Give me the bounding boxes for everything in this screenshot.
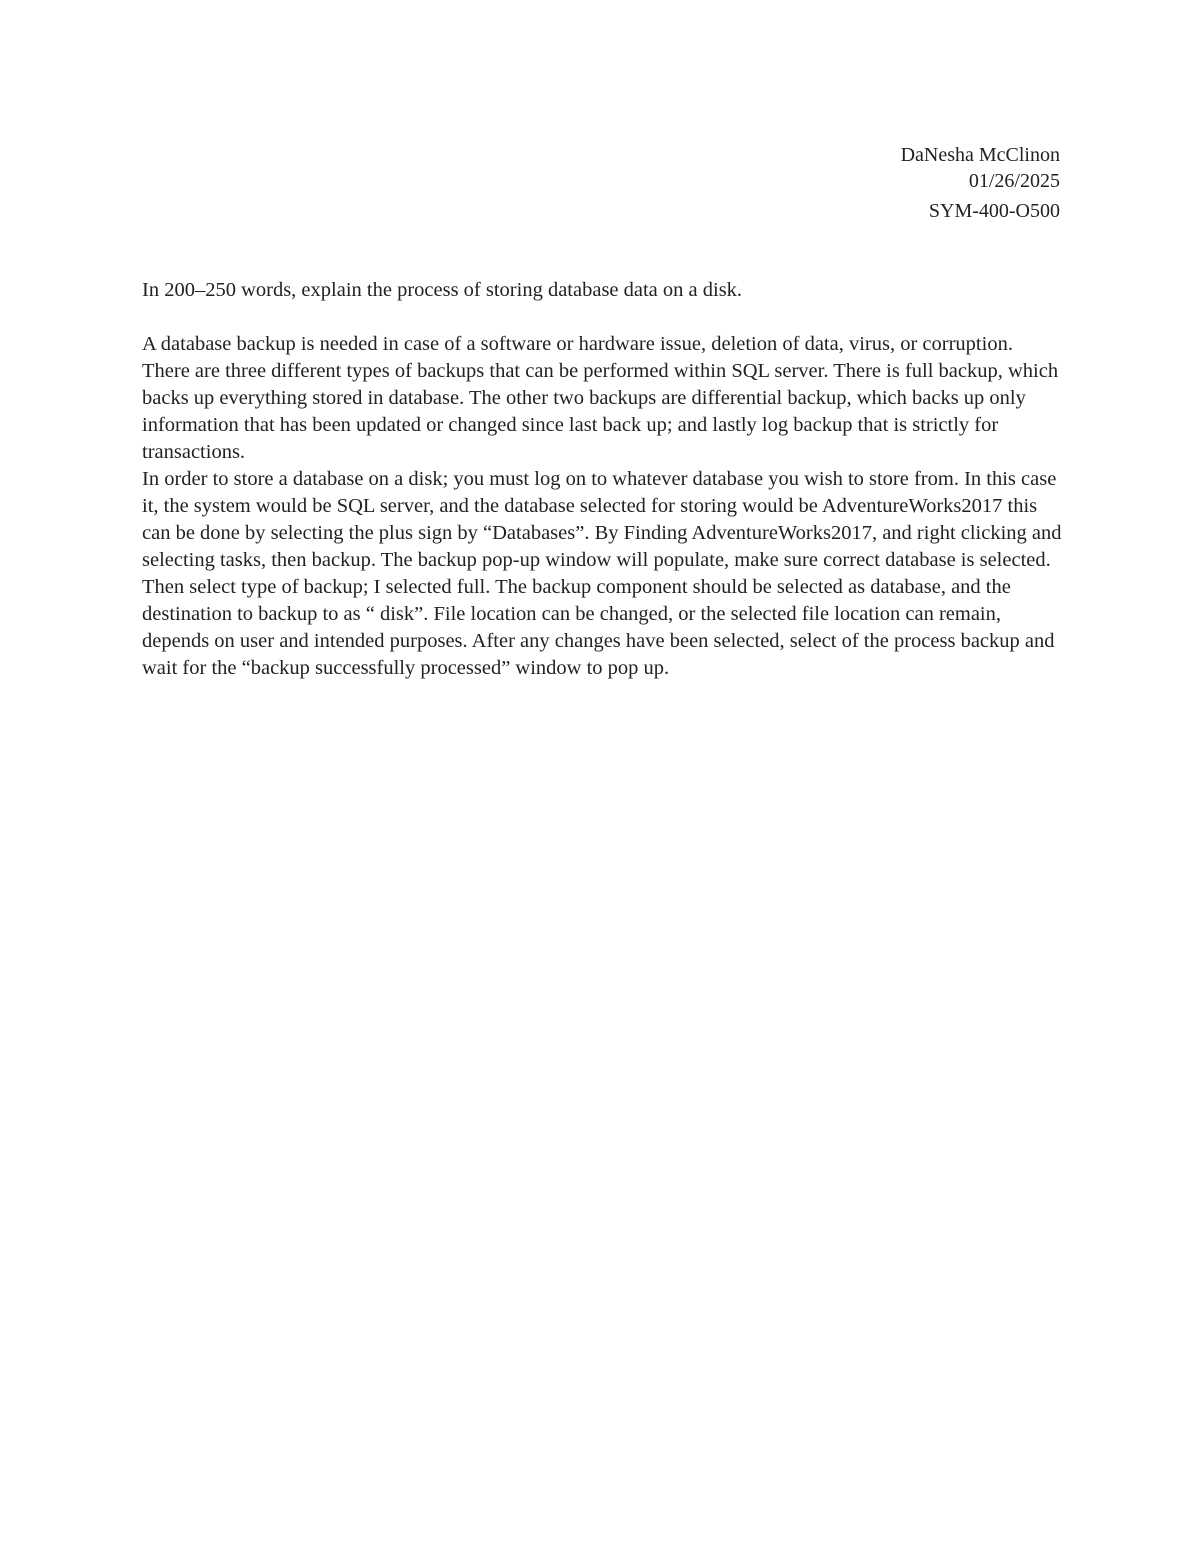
author-name: DaNesha McClinon [900, 144, 1060, 166]
document-date: 01/26/2025 [968, 170, 1060, 192]
assignment-prompt: In 200–250 words, explain the process of storing database data on a disk. [142, 279, 743, 301]
course-code: SYM-400-O500 [928, 200, 1060, 222]
paragraph-backup-process: In order to store a database on a disk; you must log on to whatever database you wish to store from. In this case it, the system would be SQL server, and the database selected for storing would be AdventureWorks2017 this can be done by selecting the plus sign by “Databases”. By Finding AdventureWorks2017, and right clicking and selecting tasks, then backup. The backup pop-up window will populate, make sure correct database is selected. Then select type of backup; I selected full. The backup component should be selected as database, and the destination to backup to as “ disk”. File location can be changed, or the selected file location can remain, depends on user and intended purposes. After any changes have been selected, select of the process backup and wait for the “backup successfully processed” window to pop up. [142, 468, 1062, 679]
document-body [142, 277, 1062, 682]
document-header [901, 142, 1060, 224]
paragraph-backup-types: A database backup is needed in case of a software or hardware issue, deletion of data, virus, or corruption. There are three different types of backups that can be performed within SQL server. There is full backup, which backs up everything stored in database. The other two backups are differential backup, which backs up only information that has been updated or changed since last back up; and lastly log backup that is strictly for transactions. [142, 333, 1059, 463]
